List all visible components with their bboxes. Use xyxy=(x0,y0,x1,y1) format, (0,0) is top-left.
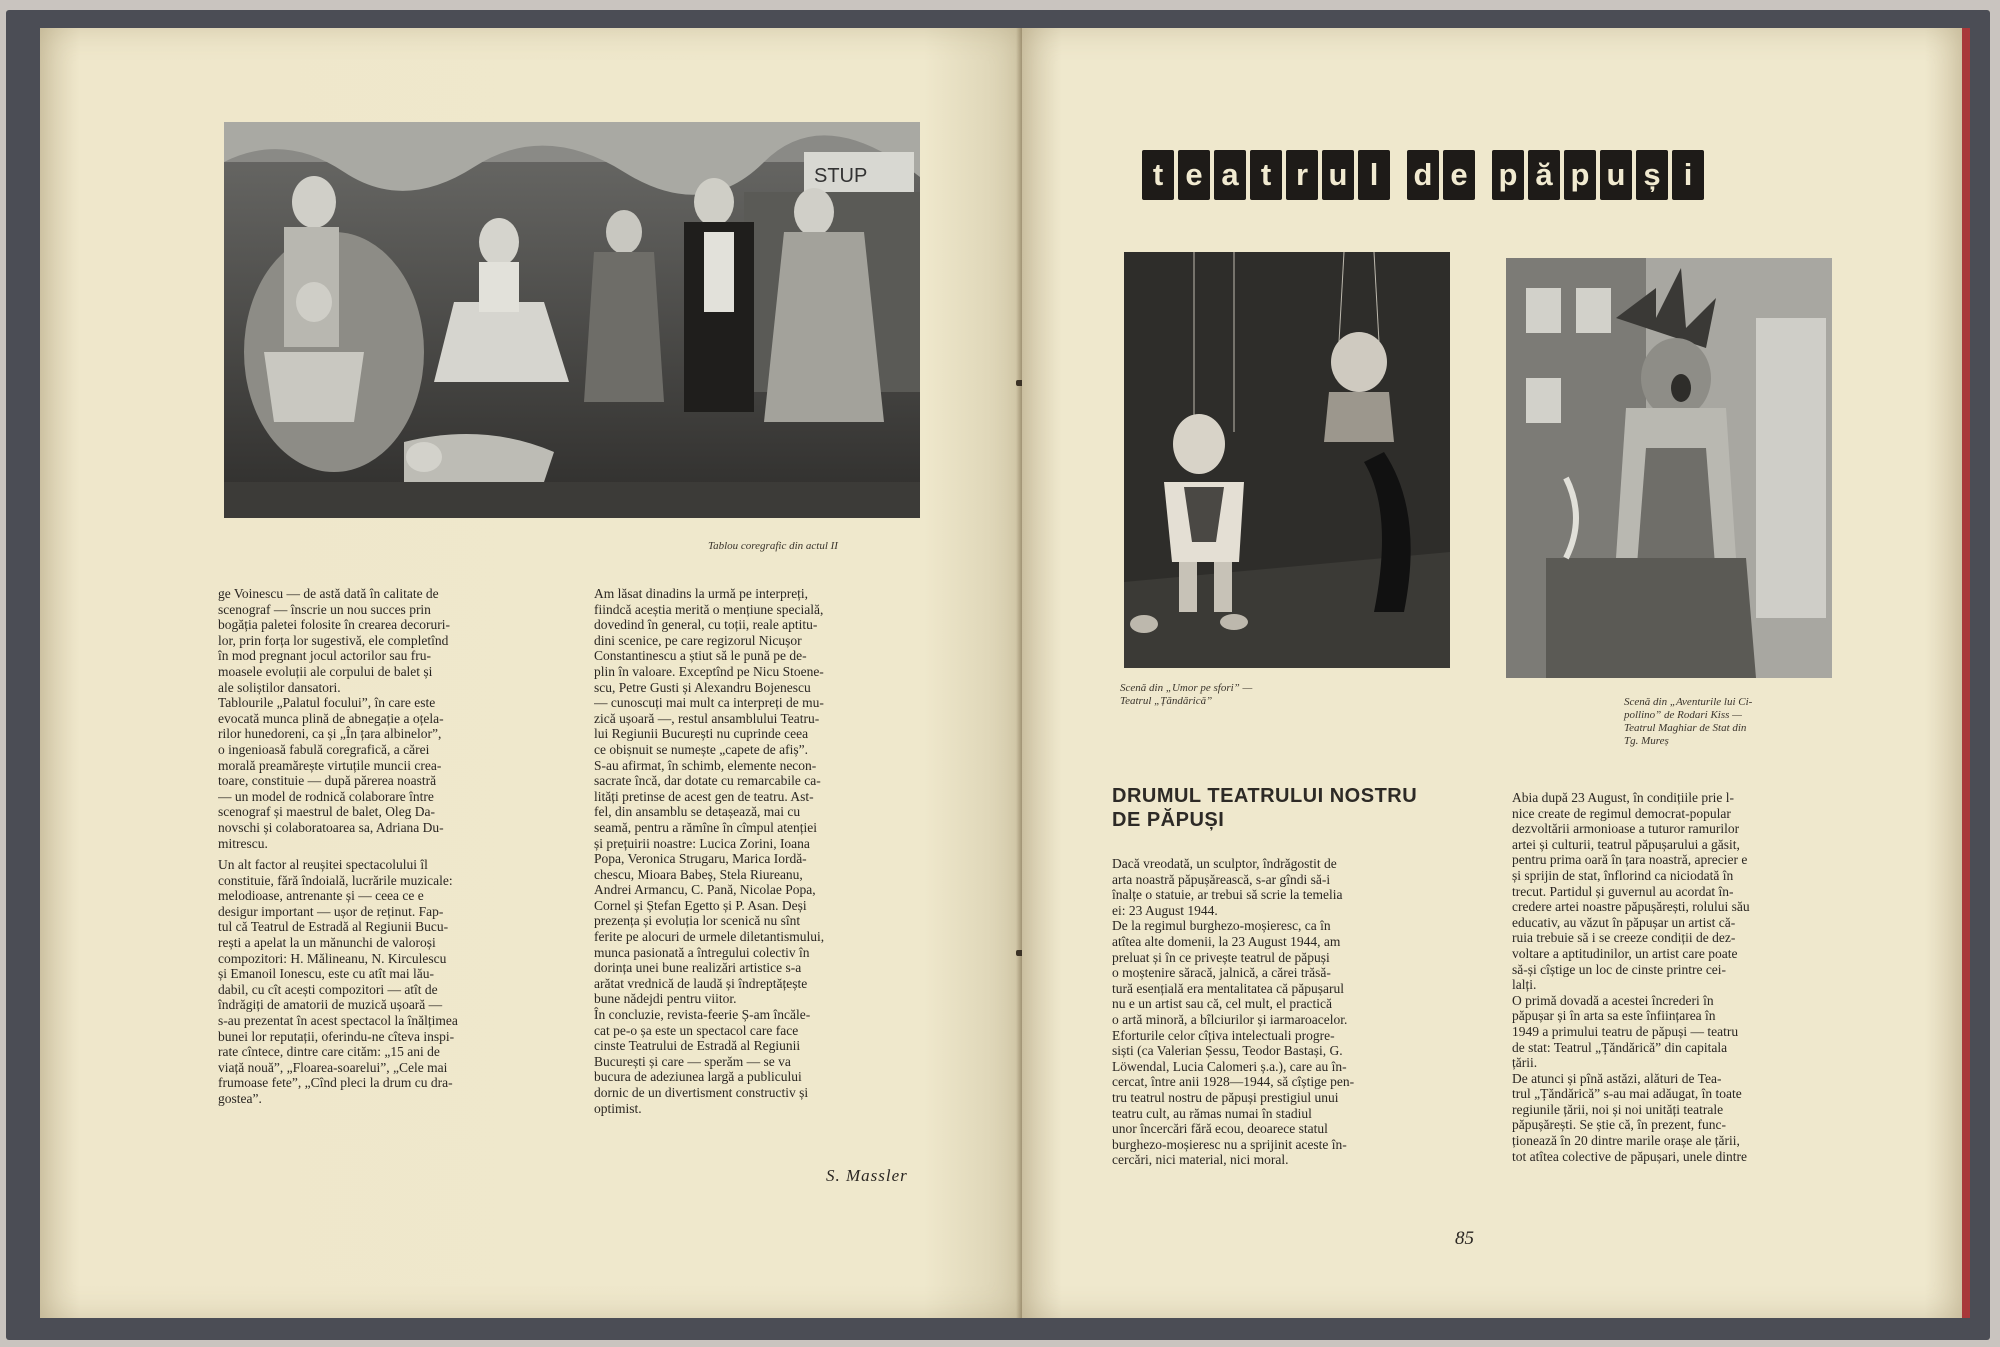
banner-letter: u xyxy=(1322,150,1354,200)
text-line: lor, prin forța lor sugestivă, ele completînd xyxy=(218,632,449,648)
text-line: Löwendal, Lucia Calomeri ș.a.), care au în- xyxy=(1112,1058,1347,1074)
text-line: dini scenice, pe care regizorul Nicușor xyxy=(594,632,802,648)
text-line: bogăția paletei folosite în crearea decoruri- xyxy=(218,617,451,633)
text-line: Abia după 23 August, în condițiile prie l- xyxy=(1512,790,1734,805)
banner-letter: d xyxy=(1407,150,1439,200)
banner-letter: e xyxy=(1178,150,1210,200)
text-line: și sprijin de stat, înflorind ca niciodată în xyxy=(1512,867,1734,883)
text-line: tură esențială era mentalitatea că păpușarul xyxy=(1112,980,1344,996)
text-line: educativ, au văzut în păpușar un artist că- xyxy=(1512,914,1736,930)
text-line: bune nădejdi pentru viitor. xyxy=(594,991,737,1007)
text-line: — un model de rodnică colaborare între xyxy=(218,788,434,804)
text-line: dezvoltării armonioase a tuturor ramurilor xyxy=(1512,821,1740,837)
text-line: ruia trebuie să i se creeze condiții de dez- xyxy=(1512,930,1736,946)
text-line: și prețuirii noastre: Lucica Zorini, Ioana xyxy=(594,835,810,851)
text-line: regiunile țării, noi și noi unități teatrale xyxy=(1512,1101,1724,1117)
text-line: Un alt factor al reușitei spectacolului îl xyxy=(218,857,428,873)
banner-letter: l xyxy=(1358,150,1390,200)
text-line: îndrăgiți de amatorii de muzică ușoară — xyxy=(218,997,443,1013)
text-line: Constantinescu a știut să le pună pe de- xyxy=(594,648,807,664)
text-line: arta noastră păpușărească, s-ar gîndi să-i xyxy=(1112,871,1331,887)
text-line: zică ușoară —, restul ansamblului Teatru- xyxy=(594,710,820,726)
text-line: seamă, pentru a rămîne în cîmpul atenției xyxy=(594,819,818,835)
left-column-2 xyxy=(594,586,920,1116)
text-line: tul că Teatrul de Estradă al Regiunii Bucu- xyxy=(218,919,449,935)
text-line: rilor hunedoreni, ca și „În țara albinelor”, xyxy=(218,726,442,742)
banner-space xyxy=(1479,150,1488,200)
section-banner-title xyxy=(1142,150,1704,200)
text-line: artei și culturii, teatrul păpușarului a găsit, xyxy=(1512,836,1740,852)
caption-line: DE PĂPUȘI xyxy=(1112,809,1225,831)
text-line: De atunci și pînă astăzi, alături de Tea- xyxy=(1512,1070,1722,1086)
text-line: bucura de adeziunea largă a publicului xyxy=(594,1069,802,1085)
caption-line: Scenă din „Aventurile lui Ci- xyxy=(1624,696,1753,708)
text-line: compozitori: H. Mălineanu, N. Kirculescu xyxy=(218,950,447,966)
text-line: frumoase fete”, „Cînd pleci la drum cu dra- xyxy=(218,1075,453,1091)
text-line: înalțe o statuie, ar trebui să scrie la temelia xyxy=(1112,887,1343,903)
text-line: unor încercări fără ecou, deoarece statul xyxy=(1112,1121,1328,1137)
text-line: cinste Teatrului de Estradă al Regiunii xyxy=(594,1038,801,1054)
text-line: atîtea alte domenii, la 23 August 1944, am xyxy=(1112,933,1341,949)
text-line: optimist. xyxy=(594,1100,642,1116)
ballet-scene-photo xyxy=(224,122,920,518)
text-line: țării. xyxy=(1512,1055,1538,1071)
text-line: în mod pregnant jocul actorilor sau fru- xyxy=(218,648,431,664)
text-line: toare, constituie — după părerea noastră xyxy=(218,773,437,789)
text-line: dabil, cu cît acești compozitori — atît de xyxy=(218,981,438,997)
text-line: teatru cult, au rămas numai în stadiul xyxy=(1112,1105,1312,1121)
caption-line: pollino” de Rodari Kiss — xyxy=(1624,709,1742,721)
text-line: evocată munca plină de abnegație a oțela- xyxy=(218,710,444,726)
text-line: morală preamărește virtuțile muncii crea- xyxy=(218,757,442,773)
text-line: rate cîntece, dintre care cităm: „15 ani de xyxy=(218,1044,440,1060)
text-line: gostea”. xyxy=(218,1091,262,1106)
caption-line: Teatrul „Țăndărică” xyxy=(1120,695,1213,707)
text-line: ale soliștilor dansatori. xyxy=(218,679,341,695)
text-line: melodioase, antrenante și — ceea ce e xyxy=(218,888,424,904)
text-line: nice create de regimul democrat-popular xyxy=(1512,805,1731,821)
text-line: pentru prima oară în țara noastră, aprecier e xyxy=(1512,852,1748,868)
text-line: plin în valoare. Exceptînd pe Nicu Stoene- xyxy=(594,663,824,679)
text-line: și Emanoil Ionescu, este cu atît mai lău- xyxy=(218,966,434,982)
banner-letter: e xyxy=(1443,150,1475,200)
caption-line: Scenă din „Umor pe sfori” — xyxy=(1120,682,1253,694)
umor-pe-sfori-photo xyxy=(1124,252,1450,668)
text-line: tru teatrul nostru de păpuși prestigiul unui xyxy=(1112,1089,1339,1105)
text-line: novschi și colaboratoarea sa, Adriana Du- xyxy=(218,819,444,835)
text-line: Am lăsat dinadins la urmă pe interpreți, xyxy=(594,586,809,601)
text-line: ce obișnuit se numește „capete de afiș”. xyxy=(594,741,809,757)
text-line: Tablourile „Palatul focului”, în care este xyxy=(218,695,436,711)
text-line: dorința unei bune realizări artistice s-a xyxy=(594,960,802,976)
text-line: dornic de un divertisment constructiv și xyxy=(594,1085,809,1100)
text-line: S-au afirmat, în schimb, elemente necon- xyxy=(594,757,817,773)
banner-letter: t xyxy=(1142,150,1174,200)
text-line: cat pe-o șa este un spectacol care face xyxy=(594,1022,799,1038)
text-line: de stat: Teatrul „Țăndărică” din capitala xyxy=(1512,1039,1728,1055)
text-line: o artă minoră, a bîlciurilor și iarmaroacelor. xyxy=(1112,1011,1348,1027)
text-line: — cunoscuți mai mult ca interpreți de mu- xyxy=(594,695,824,711)
banner-space xyxy=(1394,150,1403,200)
page-number: 85 xyxy=(1455,1228,1474,1249)
text-line: Andrei Armancu, C. Pană, Nicolae Popa, xyxy=(594,882,816,898)
text-line: fel, din ansamblu se detașează, mai cu xyxy=(594,804,801,820)
text-line: Cornel și Ștefan Egetto și P. Asan. Deși xyxy=(594,897,807,913)
banner-letter: a xyxy=(1214,150,1246,200)
text-line: rești a apelat la un mănunchi de valoroși xyxy=(218,935,436,951)
right-column-2 xyxy=(1512,790,1826,1164)
text-line: tot atîtea colective de păpușari, unele dintre xyxy=(1512,1148,1748,1164)
text-line: scu, Petre Gusti și Alexandru Bojenescu xyxy=(594,679,811,695)
text-line: desigur important — ușor de reținut. Fap- xyxy=(218,903,444,919)
text-line: lui Regiunii București nu cuprinde ceea xyxy=(594,726,809,742)
text-line: munca pasionată a întregului colectiv în xyxy=(594,944,810,960)
text-line: 1949 a primului teatru de păpuși — teatru xyxy=(1512,1023,1739,1039)
text-line: preluat și în ce privește teatrul de păpuși xyxy=(1112,949,1330,965)
text-line: bunei lor reputații, oferindu-ne cîteva inspi- xyxy=(218,1028,455,1044)
cipollino-puppet-illustration xyxy=(1506,258,1832,678)
text-line: București și care — sperăm — se va xyxy=(594,1053,791,1069)
article-heading xyxy=(1112,784,1417,832)
text-line: să-și cîștige un loc de cinste printre cei- xyxy=(1512,961,1727,977)
ballet-photo-caption: Tablou coregrafic din actul II xyxy=(708,540,838,552)
text-line: sacrate încă, dar dotate cu remarcabile ca- xyxy=(594,773,821,789)
text-line: burghezo-moșieresc nu a sprijinit aceste în- xyxy=(1112,1136,1347,1152)
text-line: chescu, Mioara Babeș, Stela Riureanu, xyxy=(594,866,803,882)
text-line: siști (ca Valerian Șessu, Teodor Bastași, G. xyxy=(1112,1043,1343,1059)
text-line: păpușar și în arta sa este înființarea în xyxy=(1512,1008,1716,1024)
text-line: nu e un artist sau că, cel mult, el practică xyxy=(1112,996,1333,1012)
banner-letter: r xyxy=(1286,150,1318,200)
marionette-illustration xyxy=(1124,252,1450,668)
text-line: constituie, fără îndoială, lucrările muzicale: xyxy=(218,872,453,888)
text-line: ei: 23 August 1944. xyxy=(1112,902,1218,918)
text-line: lalți. xyxy=(1512,977,1537,993)
text-line: viață nouă”, „Floarea-soarelui”, „Cele mai xyxy=(218,1059,448,1075)
text-line: Popa, Veronica Strugaru, Marica Iordă- xyxy=(594,851,807,867)
banner-letter: i xyxy=(1672,150,1704,200)
text-line: O primă dovadă a acestei încrederi în xyxy=(1512,992,1714,1008)
text-line: scenograf și maestrul de balet, Oleg Da- xyxy=(218,804,436,820)
banner-letter: ă xyxy=(1528,150,1560,200)
text-line: De la regimul burghezo-moșieresc, ca în xyxy=(1112,918,1331,934)
text-line: voltare a aptitudinilor, un artist care poate xyxy=(1512,945,1738,961)
umor-pe-sfori-caption xyxy=(1120,682,1252,708)
text-line: mitrescu. xyxy=(218,835,268,851)
cipollino-photo xyxy=(1506,258,1832,678)
text-line: În concluzie, revista-feerie Ș-am încăle- xyxy=(594,1007,811,1023)
text-line: scenograf — înscrie un nou succes prin xyxy=(218,601,431,617)
text-line: cercat, între anii 1928—1944, să cîștige pen- xyxy=(1112,1074,1355,1090)
text-line: păpușărești. Se știe că, în prezent, func- xyxy=(1512,1117,1727,1133)
right-column-1 xyxy=(1112,856,1448,1168)
text-line: Eforturile celor cîțiva intelectuali progre- xyxy=(1112,1027,1335,1043)
ballet-scene-illustration xyxy=(224,122,920,518)
banner-letter: ș xyxy=(1636,150,1668,200)
text-line: ferite pe alocuri de urmele diletantismului, xyxy=(594,929,825,945)
text-line: lități pretinse de acest gen de teatru. Ast- xyxy=(594,788,814,804)
text-line: trul „Țăndărică” s-au mai adăugat, în toate xyxy=(1512,1086,1742,1102)
banner-letter: p xyxy=(1492,150,1524,200)
left-column-1 xyxy=(218,586,544,1107)
cipollino-caption xyxy=(1624,696,1752,748)
text-line: moasele evoluții ale corpului de balet și xyxy=(218,663,433,679)
banner-letter: p xyxy=(1564,150,1596,200)
text-line: o moștenire săracă, jalnică, a cărei trăsă- xyxy=(1112,965,1331,981)
banner-letter: u xyxy=(1600,150,1632,200)
text-line: trecut. Partidul și guvernul au acordat în- xyxy=(1512,883,1734,899)
caption-line: DRUMUL TEATRULUI NOSTRU xyxy=(1112,785,1418,807)
text-line: fiindcă aceștia merită o mențiune specială, xyxy=(594,601,824,617)
text-line: prezența și evoluția lor scenică nu sînt xyxy=(594,913,801,929)
text-line: ționează în 20 dintre marile orașe ale țării, xyxy=(1512,1133,1740,1149)
text-line: ge Voinescu — de astă dată în calitate de xyxy=(218,586,439,601)
banner-letter: t xyxy=(1250,150,1282,200)
caption-line: Tg. Mureș xyxy=(1624,735,1669,747)
text-line: dovedind în general, cu toții, reale aptitu- xyxy=(594,617,818,633)
text-line: o ingenioasă fabulă coregrafică, a cărei xyxy=(218,741,430,757)
text-line: credere artei noastre păpușărești, rolului său xyxy=(1512,899,1750,915)
text-line: cercări, nici material, nici moral. xyxy=(1112,1152,1289,1168)
author-signature: S. Massler xyxy=(826,1166,908,1185)
text-line: Dacă vreodată, un sculptor, îndrăgostit de xyxy=(1112,856,1337,871)
text-line: s-au prezentat în acest spectacol la înălțimea xyxy=(218,1013,458,1029)
text-line: arătat vrednică de laudă și îndreptățește xyxy=(594,975,808,991)
stup-sign: STUP xyxy=(814,165,868,187)
caption-line: Teatrul Maghiar de Stat din xyxy=(1624,722,1747,734)
